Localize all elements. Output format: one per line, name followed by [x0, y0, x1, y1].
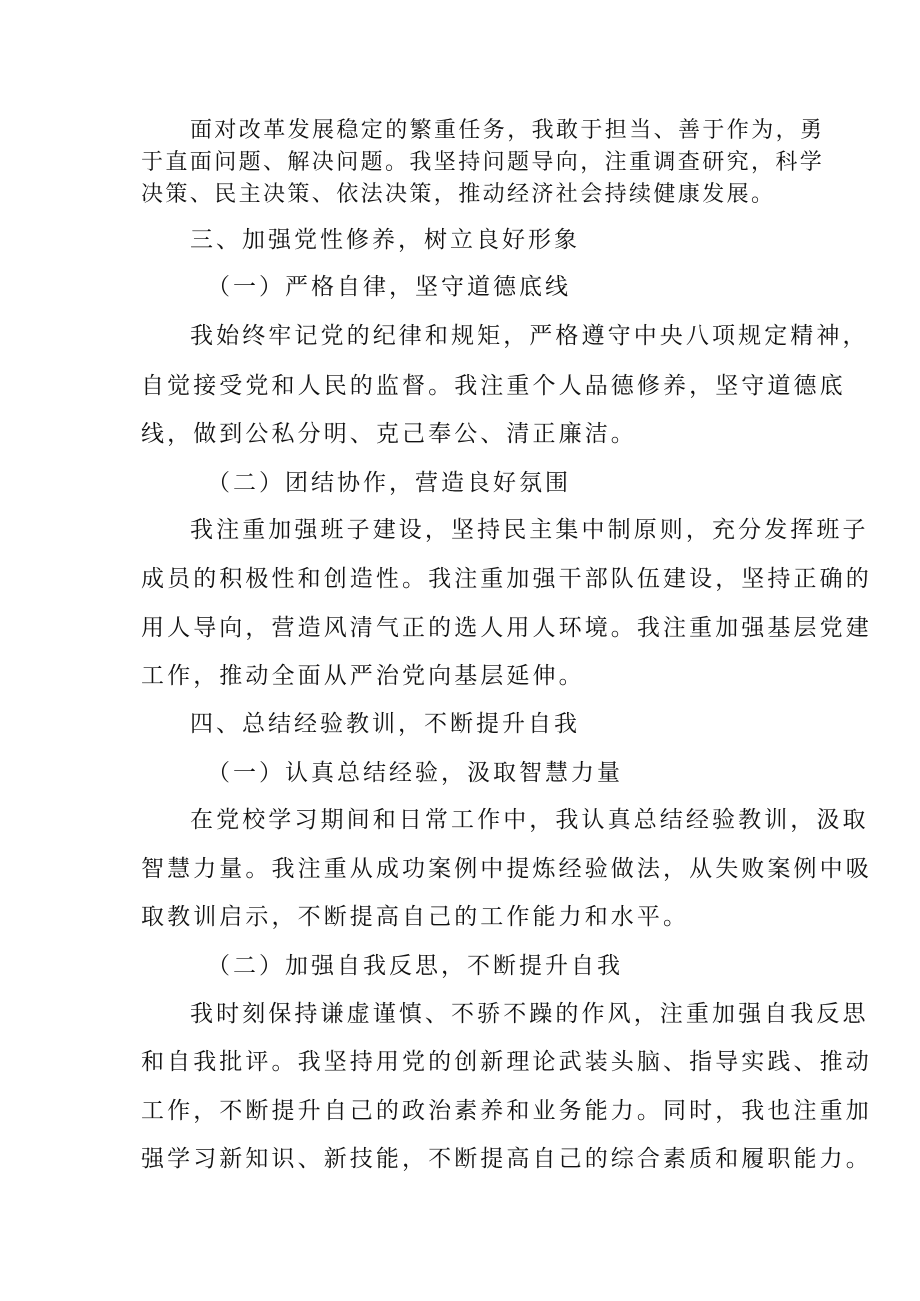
paragraph-3-line-1: 我注重加强班子建设，坚持民主集中制原则，充分发挥班子 — [190, 517, 869, 543]
section-3-subheading-2: （二）团结协作，营造良好氛围 — [207, 470, 571, 496]
paragraph-3-line-3: 用人导向，营造风清气正的选人用人环境。我注重加强基层党建 — [141, 615, 872, 641]
paragraph-5-line-2: 和自我批评。我坚持用党的创新理论武装头脑、指导实践、推动 — [141, 1049, 872, 1075]
section-4-subheading-1: （一）认真总结经验，汲取智慧力量 — [207, 760, 623, 786]
section-4-subheading-2: （二）加强自我反思，不断提升自我 — [207, 953, 623, 979]
paragraph-1-line-1: 面对改革发展稳定的繁重任务，我敢于担当、善于作为，勇 — [190, 118, 825, 143]
paragraph-5-line-1: 我时刻保持谦虚谨慎、不骄不躁的作风，注重加强自我反思 — [190, 1001, 869, 1027]
paragraph-4-line-3: 取教训启示，不断提高自己的工作能力和水平。 — [141, 904, 690, 930]
paragraph-5-line-4: 强学习新知识、新技能，不断提高自己的综合素质和履职能力。 — [141, 1146, 872, 1172]
section-3-heading: 三、加强党性修养，树立良好形象 — [190, 227, 580, 253]
section-3-subheading-1: （一）严格自律，坚守道德底线 — [207, 274, 571, 300]
paragraph-4-line-1: 在党校学习期间和日常工作中，我认真总结经验教训，汲取 — [190, 807, 869, 833]
paragraph-2-line-2: 自觉接受党和人民的监督。我注重个人品德修养，坚守道德底 — [141, 373, 846, 399]
paragraph-1-line-3: 决策、民主决策、依法决策，推动经济社会持续健康发展。 — [141, 182, 776, 207]
paragraph-2-line-1: 我始终牢记党的纪律和规矩，严格遵守中央八项规定精神， — [190, 323, 869, 349]
paragraph-4-line-2: 智慧力量。我注重从成功案例中提炼经验做法，从失败案例中吸 — [141, 856, 872, 882]
paragraph-3-line-4: 工作，推动全面从严治党向基层延伸。 — [141, 663, 585, 689]
paragraph-2-line-3: 线，做到公私分明、克己奉公、清正廉洁。 — [141, 421, 637, 447]
paragraph-1-line-2: 于直面问题、解决问题。我坚持问题导向，注重调查研究，科学 — [141, 150, 825, 175]
paragraph-5-line-3: 工作，不断提升自己的政治素养和业务能力。同时，我也注重加 — [141, 1098, 872, 1124]
paragraph-3-line-2: 成员的积极性和创造性。我注重加强干部队伍建设，坚持正确的 — [141, 566, 872, 592]
section-4-heading: 四、总结经验教训，不断提升自我 — [190, 711, 580, 737]
